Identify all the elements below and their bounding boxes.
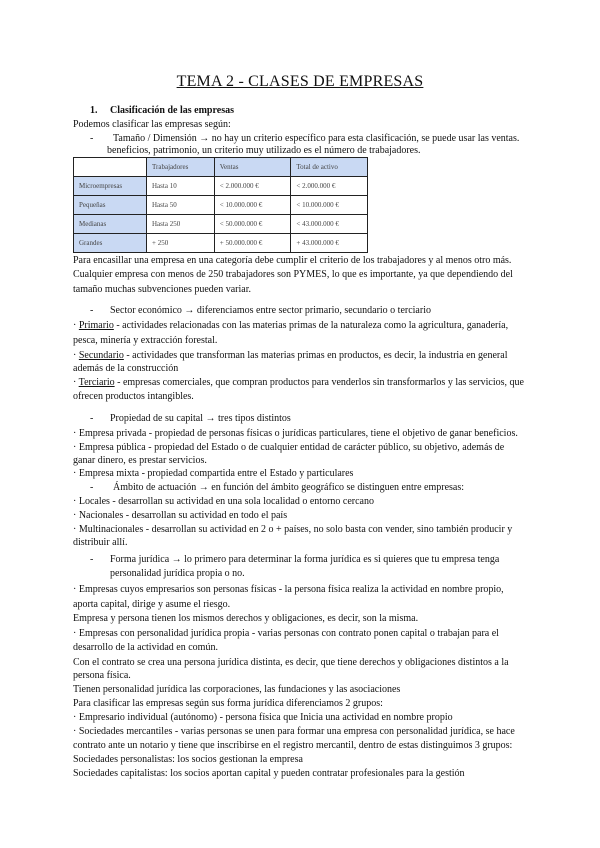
table-header-cell: Total de activo [291,158,368,177]
table-cell: Hasta 250 [147,215,215,234]
dash: - [90,133,94,144]
term-terciario: Terciario [78,377,115,388]
table-cell: Microempresas [74,177,147,196]
table-cell: + 43.000.000 € [291,234,368,253]
table-cell: < 10.000.000 € [291,196,368,215]
intro-text: Podemos clasificar las empresas según: [73,119,231,130]
sector-terciario: · Terciario - empresas comerciales, que compran productos para venderlos sin transformarlos y las servicios, que [73,377,524,388]
paragraph-line: distribuir allí. [73,537,128,548]
table-cell: < 10.000.000 € [214,196,291,215]
table-header-cell [74,158,147,177]
paragraph-line: pesca, minería y extracción forestal. [73,335,218,346]
paragraph-line: · Locales - desarrollan su actividad en una sola localidad o entorno cercano [73,496,374,507]
term-primario: Primario [78,320,114,331]
company-size-table [73,157,368,253]
paragraph-line: Sociedades capitalistas: los socios aportan capital y pueden contratar profesionales para la gestión [73,768,465,779]
table-row [74,215,368,234]
table-header-cell: Ventas [214,158,291,177]
dash: - [90,413,94,424]
forma-heading: Forma jurídica → lo primero para determinar la forma jurídica es si quieres que tu empresa tenga [110,554,500,565]
dash: - [90,305,94,316]
definition-text: - actividades que transforman las materias primas en productos, es decir, la industria en general [123,350,508,361]
table-cell: < 50.000.000 € [214,215,291,234]
table-cell: + 250 [147,234,215,253]
sector-primario: · Primario - actividades relacionadas con las materias primas de la naturaleza como la agricultura, ganadería, [73,320,509,331]
table-cell: Pequeñas [74,196,147,215]
table-cell: Medianas [74,215,147,234]
paragraph-line: · Empresario individual (autónomo) - persona física que Inicia una actividad en nombre propio [73,712,453,723]
capital-heading: Propiedad de su capital → tres tipos distintos [110,413,291,424]
section-heading: Clasificación de las empresas [110,105,234,116]
forma-heading: personalidad jurídica propia o no. [110,568,245,579]
paragraph-line: contrato ante un notario y tiene que inscribirse en el registro mercantil, dentro de estas distinguimos 3 grupos: [73,740,513,751]
paragraph-line: Empresa y persona tienen los mismos derechos y obligaciones, es decir, son la misma. [73,613,419,624]
paragraph-line: · Empresa pública - propiedad del Estado o de cualquier entidad de carácter público, su objetivo, además de [73,442,505,453]
paragraph-line: aporta capital, dirige y asume el riesgo. [73,599,231,610]
paragraph-line: ganar dinero, es prestar servicios. [73,455,207,466]
table-row [74,234,368,253]
ambito-heading: Ámbito de actuación → en función del ámbito geográfico se distinguen entre empresas: [113,482,465,493]
table-cell: < 2.000.000 € [291,177,368,196]
table-cell: < 43.000.000 € [291,215,368,234]
table-row [74,196,368,215]
section-number: 1. [90,105,98,116]
page-title: TEMA 2 - CLASES DE EMPRESAS [176,73,424,90]
table-header-cell: Trabajadores [147,158,215,177]
table-cell: Hasta 10 [147,177,215,196]
table-row [74,177,368,196]
paragraph-line: tamaño muchas subvenciones pueden variar. [73,284,251,295]
sector-heading: Sector económico → diferenciamos entre sector primario, secundario o terciario [110,305,431,316]
table-cell: < 2.000.000 € [214,177,291,196]
table-header-row [74,158,368,177]
paragraph-line: además de la construcción [73,363,179,374]
definition-text: - actividades relacionadas con las materias primas de la naturaleza como la agricultura, ganadería, [113,320,509,331]
paragraph-line: · Empresa mixta - propiedad compartida entre el Estado y particulares [73,468,354,479]
paragraph-line: Para encasillar una empresa en una categoría debe cumplir el criterio de los trabajadores y al menos otro más. [73,255,512,266]
paragraph-line: · Sociedades mercantiles - varias personas se unen para formar una empresa con personalidad jurídica, se hace [73,726,515,737]
paragraph-line: · Empresas con personalidad jurídica propia - varias personas con contrato ponen capital o trabajan para el [73,628,499,639]
paragraph-line: Cualquier empresa con menos de 250 trabajadores son PYMES, lo que es importante, ya que dependiendo del [73,269,513,280]
definition-text: - empresas comerciales, que compran productos para venderlos sin transformarlos y las servicios, que [114,377,524,388]
size-line: Tamaño / Dimensión → no hay un criterio específico para esta clasificación, se puede usar las ventas. [113,133,520,144]
table-cell: Hasta 50 [147,196,215,215]
paragraph-line: Tienen personalidad jurídica las corporaciones, las fundaciones y las asociaciones [73,684,401,695]
paragraph-line: Con el contrato se crea una persona jurídica distinta, es decir, que tiene derechos y obligaciones distintos a la [73,657,509,668]
paragraph-line: · Multinacionales - desarrollan su actividad en 2 o + países, no solo basta con vender, sino también producir y [73,524,513,535]
dash: - [90,482,94,493]
paragraph-line: · Empresa privada - propiedad de personas físicas o jurídicas particulares, tiene el objetivo de ganar beneficios. [73,428,518,439]
sector-secundario: · Secundario - actividades que transforman las materias primas en productos, es decir, la industria en general [73,350,508,361]
size-line: beneficios, patrimonio, un criterio muy utilizado es el número de trabajadores. [107,145,421,156]
paragraph-line: desarrollo de la actividad en común. [73,642,218,653]
paragraph-line: · Nacionales - desarrollan su actividad en todo el país [73,510,288,521]
paragraph-line: ofrecen productos intangibles. [73,391,194,402]
table-cell: Grandes [74,234,147,253]
paragraph-line: Sociedades personalistas: los socios gestionan la empresa [73,754,303,765]
table-cell: + 50.000.000 € [214,234,291,253]
dash: - [90,554,94,565]
paragraph-line: persona física. [73,670,131,681]
term-secundario: Secundario [78,350,124,361]
paragraph-line: Para clasificar las empresas según sus forma jurídica diferenciamos 2 grupos: [73,698,383,709]
paragraph-line: · Empresas cuyos empresarios son personas físicas - la persona física realiza la actividad en nombre propio, [73,584,504,595]
